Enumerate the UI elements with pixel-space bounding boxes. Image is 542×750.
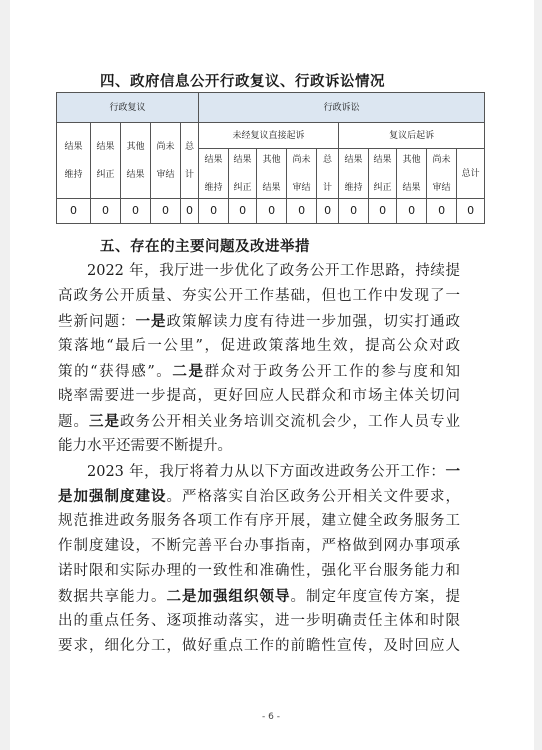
- value-cell: 0: [91, 199, 121, 224]
- value-cell: 0: [199, 199, 229, 224]
- value-cell: 0: [257, 199, 287, 224]
- review-litigation-table: [56, 92, 485, 224]
- emphasis: 二是加强组织领导: [166, 588, 291, 605]
- text-line: 晓率需要进一步提高，更好回应人民群众和市场主体关切问: [58, 388, 460, 404]
- value-cell: 0: [317, 199, 339, 224]
- col-direct-pending: 尚未 审结: [287, 149, 317, 199]
- col-review-other: 其他 结果: [121, 123, 151, 199]
- header-direct-suit: 未经复议直接起诉: [199, 123, 339, 149]
- text-line: 数据共享能力。二是加强组织领导。制定年度宣传方案，提: [58, 588, 460, 605]
- page-number: - 6 -: [262, 712, 280, 722]
- col-after-other: 其他 结果: [397, 149, 427, 199]
- emphasis: 三是: [89, 413, 120, 430]
- section-5-heading: 五、存在的主要问题及改进举措: [100, 239, 310, 255]
- col-after-upheld: 结果 维持: [339, 149, 369, 199]
- text-line: 2023 年，我厅将着力从以下方面改进政务公开工作：一: [87, 463, 460, 480]
- emphasis: 一是: [135, 313, 167, 330]
- emphasis: 一: [445, 463, 460, 480]
- value-cell: 0: [151, 199, 181, 224]
- emphasis: 是加强制度建设: [58, 488, 167, 505]
- emphasis: 二是: [172, 363, 205, 380]
- col-direct-other: 其他 结果: [257, 149, 287, 199]
- col-direct-corrected: 结果 纠正: [229, 149, 257, 199]
- header-after-review-suit: 复议后起诉: [339, 123, 485, 149]
- value-cell: 0: [339, 199, 369, 224]
- text-line: 是加强制度建设。严格落实自治区政务公开相关文件要求，: [58, 488, 460, 505]
- value-cell: 0: [397, 199, 427, 224]
- col-review-pending: 尚未 审结: [151, 123, 181, 199]
- col-after-corrected: 结果 纠正: [369, 149, 397, 199]
- value-cell: 0: [57, 199, 91, 224]
- col-review-upheld: 结果 维持: [57, 123, 91, 199]
- paragraph-improvements: [58, 459, 460, 659]
- value-cell: 0: [427, 199, 457, 224]
- value-cell: 0: [121, 199, 151, 224]
- col-review-total: 总 计: [181, 123, 199, 199]
- col-direct-upheld: 结果 维持: [199, 149, 229, 199]
- text-line: 高政务公开质量、夯实公开工作基础，但也工作中发现了一: [58, 288, 460, 304]
- text-line: 策的“获得感”。二是群众对于政务公开工作的参与度和知: [58, 363, 460, 380]
- value-cell: 0: [229, 199, 257, 224]
- text-line: 诺时限和实际办理的一致性和准确性，强化平台服务能力和: [58, 563, 460, 579]
- value-cell: 0: [287, 199, 317, 224]
- text-line: 要求，细化分工，做好重点工作的前瞻性宣传，及时回应人: [58, 638, 460, 654]
- text-line: 能力水平还需要不断提升。: [58, 438, 232, 454]
- section-4-heading: 四、政府信息公开行政复议、行政诉讼情况: [100, 74, 385, 90]
- value-cell: 0: [181, 199, 199, 224]
- col-review-corrected: 结果 纠正: [91, 123, 121, 199]
- value-cell: 0: [457, 199, 485, 224]
- header-admin-litigation: 行政诉讼: [199, 93, 485, 123]
- text-line: 策落地“最后一公里”，促进政策落地生效，提高公众对政: [58, 338, 460, 354]
- text-line: 作制度建设，不断完善平台办事指南，严格做到网办事项承: [58, 538, 460, 554]
- value-cell: 0: [369, 199, 397, 224]
- text-line: 题。三是政务公开相关业务培训交流机会少，工作人员专业: [58, 413, 460, 430]
- text-line: 2022 年，我厅进一步优化了政务公开工作思路，持续提: [87, 263, 460, 279]
- col-direct-total: 总 计: [317, 149, 339, 199]
- text-line: 出的重点任务、逐项推动落实，进一步明确责任主体和时限: [58, 613, 460, 629]
- text-line: 规范推进政务服务各项工作有序开展，建立健全政务服务工: [58, 513, 460, 529]
- col-after-pending: 尚未 审结: [427, 149, 457, 199]
- col-after-total: 总计: [457, 149, 485, 199]
- paragraph-problems: [58, 259, 460, 459]
- text-line: 些新问题：一是政策解读力度有待进一步加强，切实打通政: [58, 313, 460, 330]
- header-admin-review: 行政复议: [57, 93, 199, 123]
